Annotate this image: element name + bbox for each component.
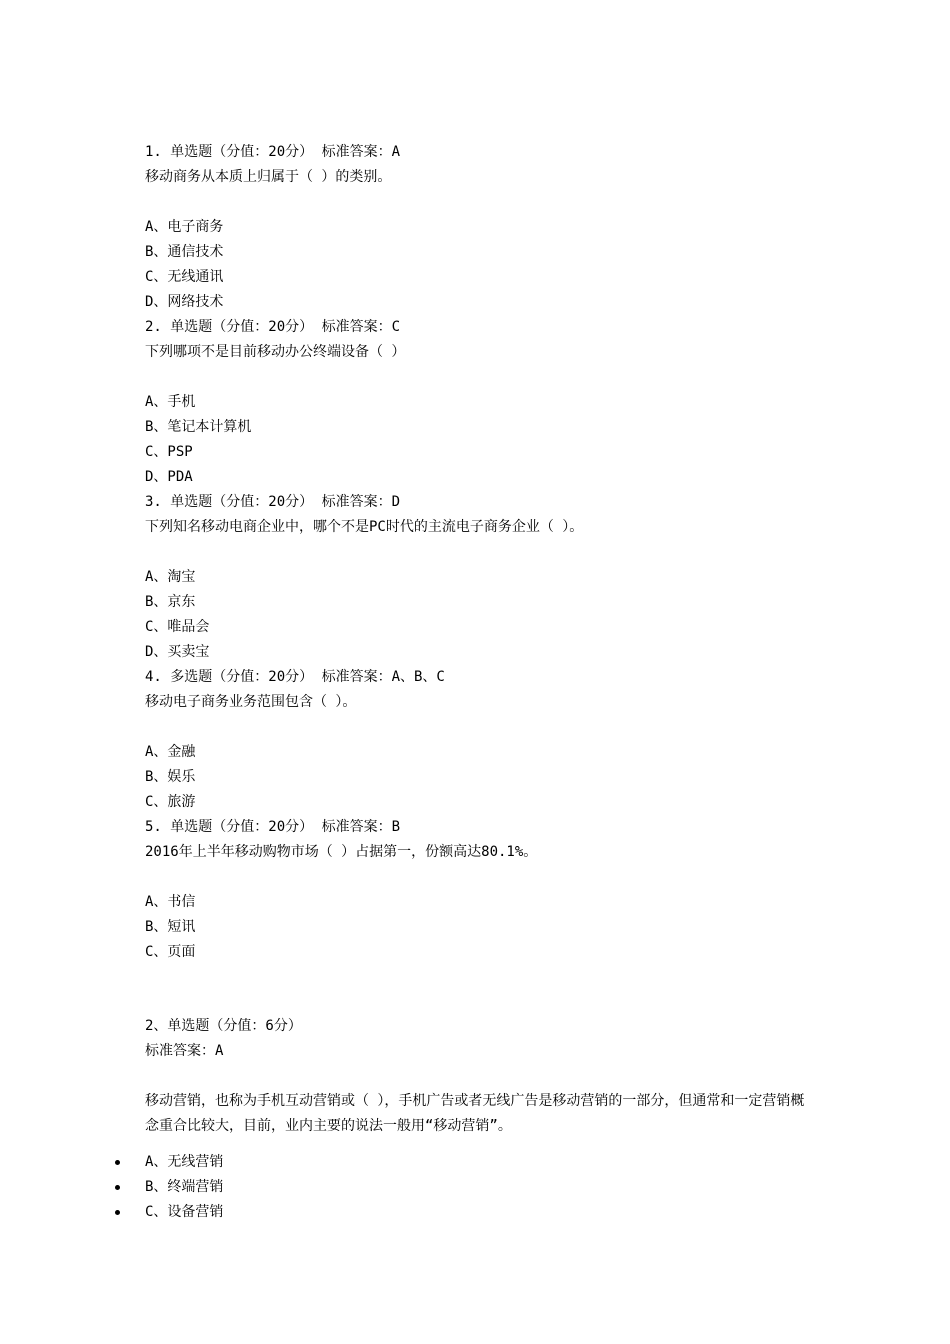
- question-header: 2. 单选题（分值：20分） 标准答案：C: [145, 319, 401, 335]
- list-item: [145, 1150, 825, 1175]
- question-1: [145, 140, 825, 315]
- option: C、页面: [145, 944, 196, 960]
- question-5: [145, 815, 825, 965]
- option: A、金融: [145, 744, 196, 760]
- option: B、娱乐: [145, 769, 196, 785]
- option-list: [145, 1150, 825, 1225]
- question-header: 1. 单选题（分值：20分） 标准答案：A: [145, 144, 401, 160]
- option: A、淘宝: [145, 569, 196, 585]
- option: A、无线营销: [145, 1154, 224, 1170]
- question-4: [145, 665, 825, 815]
- question-header: 3. 单选题（分值：20分） 标准答案：D: [145, 494, 401, 510]
- extra-question: [145, 1014, 825, 1225]
- option: C、旅游: [145, 794, 196, 810]
- question-stem: 移动商务从本质上归属于（ ）的类别。: [145, 169, 392, 185]
- option: B、笔记本计算机: [145, 419, 252, 435]
- bullet-icon: [115, 1185, 120, 1190]
- question-stem: 2016年上半年移动购物市场（ ）占据第一，份额高达80.1%。: [145, 844, 538, 860]
- standard-answer: 标准答案：A: [145, 1043, 224, 1059]
- option: A、书信: [145, 894, 196, 910]
- option: C、设备营销: [145, 1204, 224, 1220]
- option: B、终端营销: [145, 1179, 224, 1195]
- option: C、PSP: [145, 444, 193, 460]
- question-header: 2、单选题（分值：6分）: [145, 1018, 302, 1034]
- option: B、京东: [145, 594, 196, 610]
- option: D、买卖宝: [145, 644, 210, 660]
- question-stem: 下列哪项不是目前移动办公终端设备（ ）: [145, 344, 406, 360]
- list-item: [145, 1175, 825, 1200]
- document-page: [145, 140, 825, 1225]
- question-stem: 下列知名移动电商企业中，哪个不是PC时代的主流电子商务企业（ ）。: [145, 519, 584, 535]
- option: C、唯品会: [145, 619, 210, 635]
- option: B、短讯: [145, 919, 196, 935]
- question-stem: 移动电子商务业务范围包含（ ）。: [145, 694, 357, 710]
- question-header: 4. 多选题（分值：20分） 标准答案：A、B、C: [145, 669, 445, 685]
- option: C、无线通讯: [145, 269, 224, 285]
- option: A、手机: [145, 394, 196, 410]
- option: B、通信技术: [145, 244, 224, 260]
- question-3: [145, 490, 825, 665]
- bullet-icon: [115, 1210, 120, 1215]
- question-header: 5. 单选题（分值：20分） 标准答案：B: [145, 819, 401, 835]
- option: D、PDA: [145, 469, 193, 485]
- list-item: [145, 1200, 825, 1225]
- bullet-icon: [115, 1160, 120, 1165]
- option: D、网络技术: [145, 294, 224, 310]
- question-2: [145, 315, 825, 490]
- question-stem: 移动营销，也称为手机互动营销或（ ），手机广告或者无线广告是移动营销的一部分，但通常和一定营销概念重合比较大，目前，业内主要的说法一般用“移动营销”。: [145, 1093, 805, 1134]
- option: A、电子商务: [145, 219, 224, 235]
